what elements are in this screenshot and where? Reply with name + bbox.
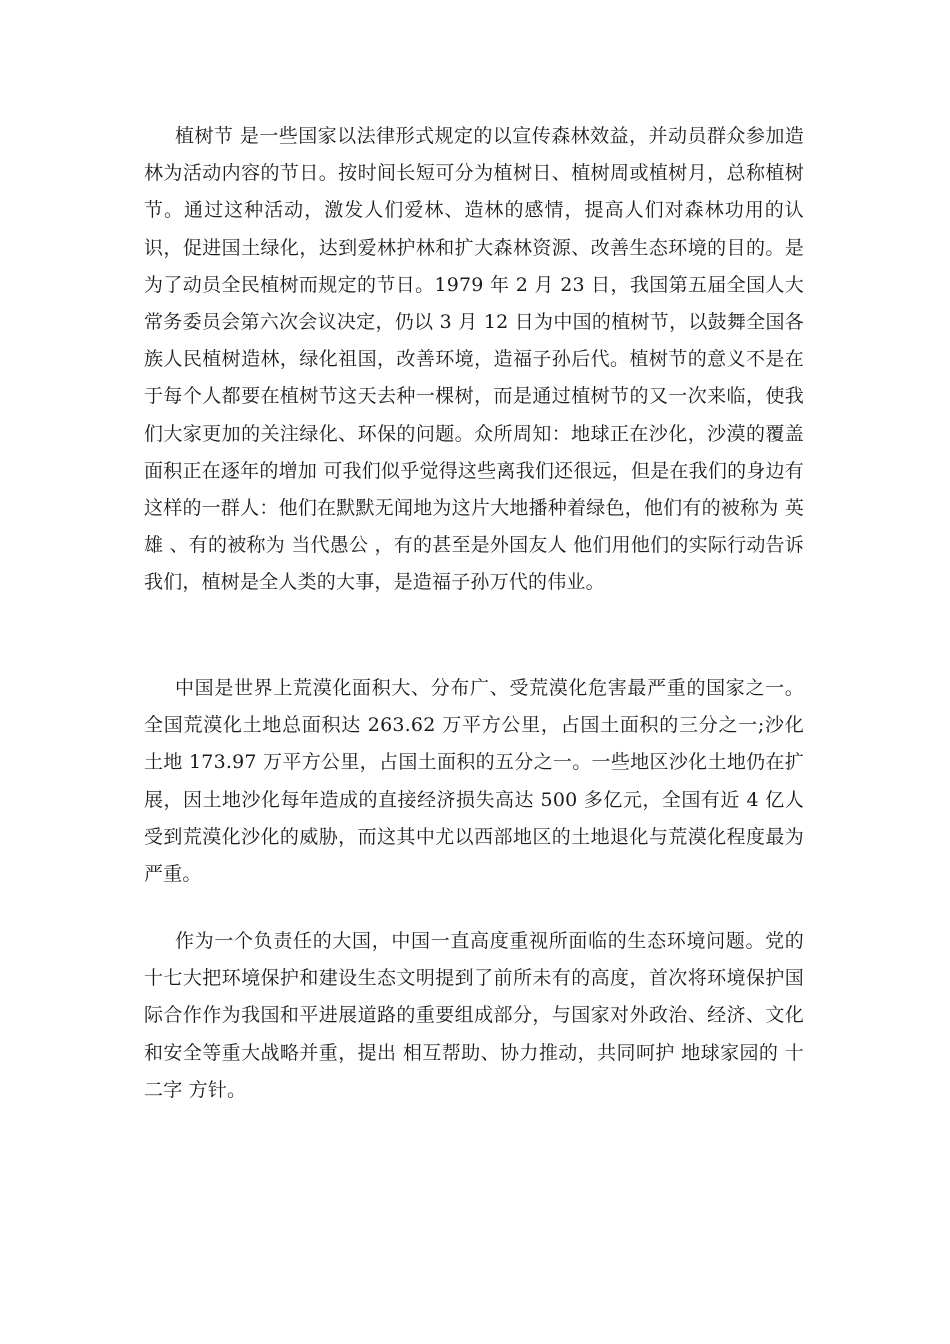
paragraph-arbor-day: 植树节 是一些国家以法律形式规定的以宣传森林效益，并动员群众参加造林为活动内容的节日。按时间长短可分为植树日、植树周或植树月，总称植树节。通过这种活动，激发人们爱林、造林的感情，提高人们对森林功用的认识，促进国土绿化，达到爱林护林和扩大森林资源、改善生态环境的目的。是为了动员全民植树而规定的节日。1979 年 2 月 23 日，我国第五届全国人大常务委员会第六次会议决定，仍以 3 月 12 日为中国的植树节，以鼓舞全国各族人民植树造林，绿化祖国，改善环境，造福子孙后代。植树节的意义不是在于每个人都要在植树节这天去种一棵树，而是通过植树节的又一次来临，使我们大家更加的关注绿化、环保的问题。众所周知：地球正在沙化，沙漠的覆盖面积正在逐年的增加 可我们似乎觉得这些离我们还很远，但是在我们的身边有这样的一群人：他们在默默无闻地为这片大地播种着绿色，他们有的被称为 英雄 、有的被称为 当代愚公 ，有的甚至是外国友人 他们用他们的实际行动告诉我们，植树是全人类的大事，是造福子孙万代的伟业。: [144, 125, 804, 594]
paragraph-desertification: 中国是世界上荒漠化面积大、分布广、受荒漠化危害最严重的国家之一。全国荒漠化土地总面积达 263.62 万平方公里，占国土面积的三分之一;沙化土地 173.97 万平方公里，占国土面积的五分之一。一些地区沙化土地仍在扩展，因土地沙化每年造成的直接经济损失高达 500 多亿元，全国有近 4 亿人受到荒漠化沙化的威胁，而这其中尤以西部地区的土地退化与荒漠化程度最为严重。: [144, 677, 804, 886]
paragraph-environment-policy: 作为一个负责任的大国，中国一直高度重视所面临的生态环境问题。党的十七大把环境保护和建设生态文明提到了前所未有的高度，首次将环境保护国际合作作为我国和平进展道路的重要组成部分，与国家对外政治、经济、文化和安全等重大战略并重，提出 相互帮助、协力推动，共同呵护 地球家园的 十二字 方针。: [144, 930, 804, 1101]
